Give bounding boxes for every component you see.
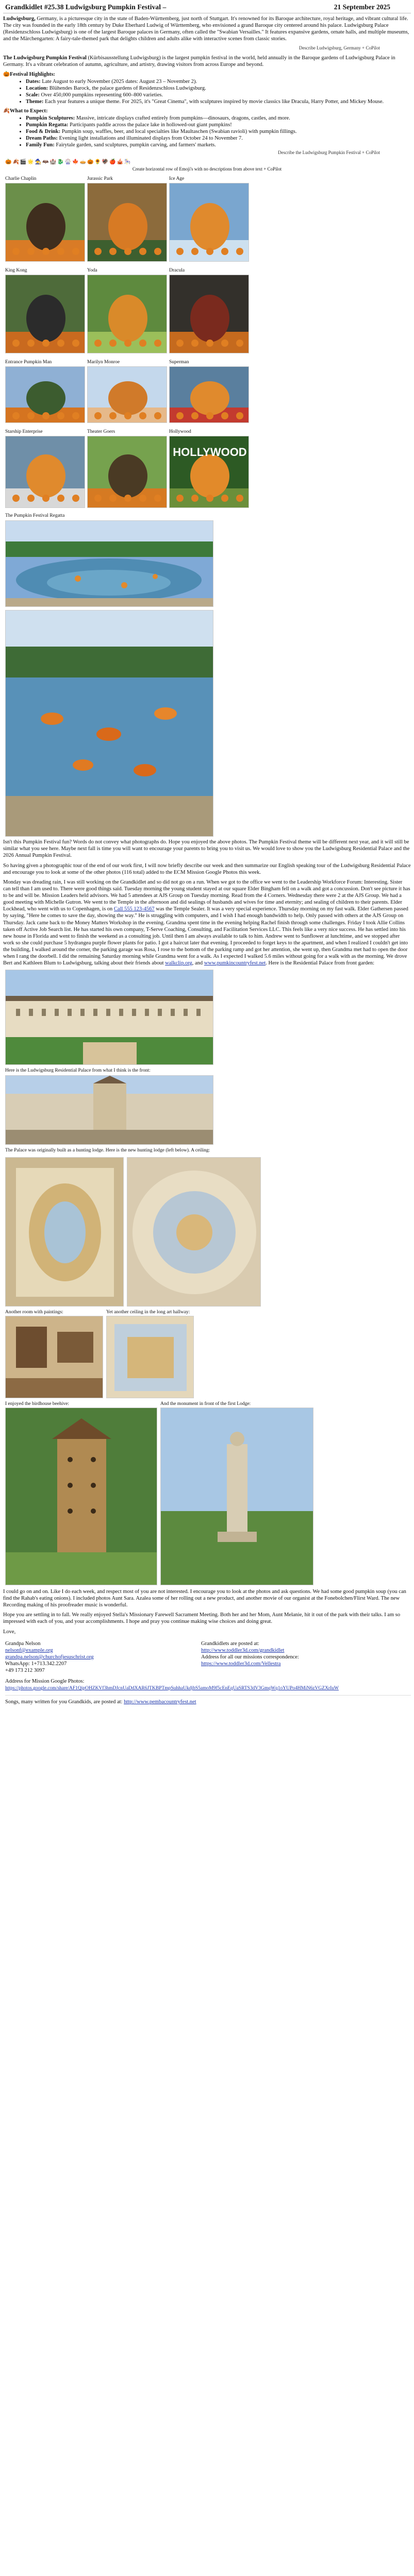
gallery-photo [169,275,249,353]
phone-link[interactable]: Call 555 123-4567 [113,906,155,912]
story-paragraph-1: Isn't this Pumpkin Festival fun? Words do not convey what photographs do. Hope you enjoyed the above photos. The Pumpkin Festival theme will be different next year, and it will still be similar what you see here. Maybe next fall is time you will want to encourage your parents to bring you to visit us. We would love to show you the Ludwigsburg Residential Palace and the 2026 Annual Pumpkin Festival. [3,839,410,859]
photos-label: Address for Mission Google Photos: [5,1679,85,1685]
highlights-heading: 🎃Festival Highlights: [3,71,55,77]
jurassic-park-sculpture-image [88,183,167,262]
regatta-photo-2 [5,610,213,837]
intro-credit: Describe Ludwigsburg, Germany + CoPilot [299,45,380,51]
festival-paragraph [3,55,411,68]
highlight-item: • Location: Blühendes Barock, the palace gardens of Residenzschloss Ludwigsburg. [26,85,411,92]
highlights-list [3,78,411,106]
gallery-label: Yoda [87,268,97,274]
gallery-photo [87,275,167,353]
emoji-row: 🎃🍂🎬🌟🧙🦇🏰🐉🎡🍁🥧🎃🌻🦃🍎🎪🎠 [5,159,132,165]
grandkidlets-posted-label: Grandkidlets are posted at: [201,1640,259,1647]
hollywood-sculpture-image [170,436,249,508]
ceiling-photo [127,1157,261,1307]
mission-address-link[interactable]: https://www.toddler3d.com/Vellestra [201,1661,281,1667]
ice-age-sculpture-image [170,183,249,262]
google-photos-link[interactable]: https://photos.google.com/share/AF1QipOHZKVf3hmDJcnUaDdXAR6JTKBPTmpSuhhaUkdjbS5amoM9f5cEnEqUaSRTS3dV3GmqWq1oYUPo4HMiN6zVGZXrIuW [5,1686,339,1691]
gallery-photo [5,275,85,353]
gallery-item-king-kong [5,268,85,353]
emoji-caption: Create horizontal row of Emoji's with no descriptions from above text + CoPilot [132,166,282,172]
what-to-expect-heading: 🍂What to Expect: [3,108,48,114]
monument-image [161,1408,313,1585]
gallery-photo [169,366,249,423]
hallway-ceiling-image [107,1316,194,1398]
superman-sculpture-image [170,367,249,423]
paintings-room-image [6,1316,103,1398]
closing-paragraph-2: Hope you are settling in to fall. We really enjoyed Stella's Missionary Farewell Sacrament Meeting. Both her and her Mom, Aunt Melanie, hit it out of the park with their talks. I am so impressed with each of you, and your accomplishments. I hope and pray you continue making wise choices and doing great. [3,1612,401,1625]
gallery-item-marilyn-monroe [87,360,167,423]
sculpture-gallery [5,176,411,508]
what-to-expect-list [3,115,411,149]
expect-item: • Family Fun: Fairytale garden, sand sculptures, pumpkin carving, and farmers' markets. [26,142,411,148]
whatsapp-number: WhatsApp: 1+713.342.2207 [5,1661,67,1667]
gallery-label: Charlie Chaplin [5,176,37,182]
beehive-label: I enjoyed the birdhouse beehive: [5,1401,69,1406]
gallery-item-dracula [169,268,249,353]
hallway-ceiling-block [106,1310,194,1398]
hollywood-sign-text: HOLLYWOOD [173,446,247,459]
footer-divider [5,1695,411,1696]
regatta-photo-1 [5,520,213,607]
paintings-block [5,1310,103,1398]
highlight-item: • Scale: Over 450,000 pumpkins representing 600–800 varieties. [26,92,411,98]
gallery-photo [87,436,167,508]
palace-section [5,970,213,1154]
gallery-photo [169,436,249,508]
story-body [3,839,411,967]
newsletter-title: Grandkidlet #25.38 Ludwigsburg Pumpkin Festival – [5,3,167,11]
gallery-item-superman [169,360,249,423]
gallery-label: Starship Enterprise [5,429,43,435]
hallway-ceiling-label: Yet another ceiling in the long art hallway: [106,1310,190,1315]
regatta-label: The Pumpkin Festival Regatta [5,513,65,519]
festival-credit: Describe the Ludwigsburg Pumpkin Festival + CoPilot [278,150,380,156]
palace-garden-image [6,970,213,1065]
charlie-chaplin-sculpture-image [6,183,85,262]
pumpkin-icon: 🎃 [3,71,10,77]
gallery-photo [87,183,167,262]
email-link-1[interactable]: nelsonf@example.org [5,1647,53,1653]
regatta-lake-wide-image [6,521,213,607]
gallery-item-theater-goers [87,429,167,508]
garden-section [5,1401,411,1585]
intro-paragraph [3,15,411,43]
yoda-sculpture-image [88,275,167,353]
closing-paragraph-1: I could go on and on. Like I do each week, and respect most of you are not interested. I encourage you to look at the photos and ask questions. We had some good pumpkin soup (you can find the Rahab's eating onions). I included photos Aunt Sara. Azalea some of her rolling out a new product, and another movie of our organist at the Fonebolchen/Flirst Ward. The new Recording making of his proofreader music is wonderful. [3,1588,406,1608]
pumpkin-fest-link[interactable]: www.pumkincountryfest.net [204,960,266,967]
intro-text: Germany, is a picturesque city in the state of Baden-Württemberg, just north of Stuttgart. It's renowned for its Baroque architecture, royal heritage, and vibrant cultural life. The city was founded in the early 18th century by Duke Eberhard Ludwig of Württemberg, who envisioned a grand Baroque city centered around his palace. Ludwigsburg Palace (Residenzschloss Ludwigsburg) is one of the largest Baroque palaces in Germany, often called the "Swabian Versailles." It features expansive gardens, ornate halls, and multiple museums, and the Märchengarten: A fairy-tale-themed park that delights children and adults alike with interactive scenes from classic stories. [3,15,409,42]
gallery-item-jurassic-park [87,176,167,262]
festival-text: (Kürbisausstellung Ludwigsburg) is the largest pumpkin festival in the world, held annually in the Baroque gardens of Ludwigsburg Palace in Germany. It's a vibrant celebration of autumn, agriculture, and artistry, drawing visitors from across Europe and beyond. [3,55,395,67]
regatta-section [5,513,213,837]
gallery-item-ice-age [169,176,249,262]
story-paragraph-2: So having given a photographic tour of the end of our work first, I will now briefly describe our week and then summarize our English speaking tour of the Ludwigsburg Residential Palace and encourage you to look at some of the other photos (116 total) added to the ECM Mission Google Photos this week. [3,862,411,875]
masthead [3,0,411,13]
hunting-lodge-label: The Palace was originally built as a hunting lodge. Here is the new hunting lodge (left below). A ceiling: [5,1148,210,1154]
gallery-photo [5,366,85,423]
monument-label: And the monument in front of the first Lodge: [160,1401,251,1406]
gallery-label: Hollywood [169,429,191,435]
palace-courtyard-image [6,1076,213,1145]
highlight-item: • Theme: Each year features a unique theme. For 2025, it's "Great Cinema", with sculptures inspired by movie classics like Dracula, Harry Potter, and Mickey Mouse. [26,98,411,105]
newsletter-date: 21 September 2025 [334,3,390,11]
gallery-photo [87,366,167,423]
beehive-image [6,1408,157,1585]
gallery-label: Dracula [169,268,185,274]
email-link-2[interactable]: grandpa.nelson@churchofjesuschrist.org [5,1654,94,1660]
paintings-photo [5,1316,103,1398]
highlight-item: • Dates: Late August to early November (2025 dates: August 23 – November 2). [26,78,411,85]
signature-block [5,1640,411,1674]
leaf-icon: 🍂 [3,108,10,114]
art-hallway-section [5,1310,411,1398]
starship-enterprise-sculpture-image [6,436,85,508]
expect-item: • Pumpkin Regatta: Participants paddle across the palace lake in hollowed-out giant pumpkins! [26,122,411,128]
gallery-item-hollywood [169,429,249,508]
gallery-item-yoda [87,268,167,353]
entrance-pumpkin-man-sculpture-image [6,367,85,423]
gallery-label: King Kong [5,268,27,274]
gallery-photo [169,183,249,262]
gallery-item-charlie-chaplin [5,176,85,262]
gallery-item-entrance-pumpkin-man [5,360,85,423]
hallway-ceiling-photo [106,1316,194,1398]
gallery-photo [5,183,85,262]
signature-left [5,1640,160,1674]
king-kong-sculpture-image [6,275,85,353]
palace-garden-photo [5,970,213,1065]
regatta-boats-image [6,611,213,837]
photos-footer [5,1678,411,1705]
gallery-label: Entrance Pumpkin Man [5,360,52,365]
expect-item: • Pumpkin Sculptures: Massive, intricate displays crafted entirely from pumpkins—dinosaurs, dragons, castles, and more. [26,115,411,122]
closing-body [3,1588,411,1635]
palace-front-label: Here is the Ludwigsburg Residential Palace from what I think is the front: [5,1068,151,1074]
signature-name: Grandpa Nelson [5,1640,41,1647]
songs-line: Songs, many written for you Grandkids, are posted at: http://www.pembacountryfest.net [5,1699,196,1705]
phone-number: +49 173 212 3097 [5,1668,45,1674]
gallery-item-starship-enterprise [5,429,85,508]
signature-right [201,1640,356,1674]
closing-love: Love, [3,1629,16,1635]
lodge-ceiling-image [6,1158,124,1307]
palace-front-photo [5,1075,213,1145]
gallery-label: Superman [169,360,189,365]
grandkidlet-link[interactable]: http://www.toddler3d.com/grandkidlet [201,1647,285,1653]
paintings-label: Another room with paintings: [5,1310,63,1315]
hunting-lodge-photo [5,1157,124,1307]
marilyn-monroe-sculpture-image [88,367,167,423]
hunting-lodge-photos [5,1157,411,1307]
dracula-sculpture-image [170,275,249,353]
theater-goers-sculpture-image [88,436,167,508]
mission-address-label: Address for all our missions correspondence: [201,1654,299,1660]
beehive-block [5,1401,157,1585]
story-paragraph-3: Monday was dreading rain, I was still working on the Grandkidlet and so did not go on a run. When we got to the office we went to the Leadership Workforce Forum: Interesting. Sister can tell than I am used to. There were good things said. Tuesday morning the young student stayed at our square Elder Bingham fell on a walk and got a concussion. Don't see picture it has to be and will be. Mission Leaders held advisors. We had 5 attendees at AJS Group on Tuesday morning. Read from the 4 Corners. Wednesday there were 2 at the AJS Group. We had a good meeting with Michelle Gutron. We went to the Temple in the afternoon and did sealings of husbands and wives for time and eternity; and sealing of children to their parents. Elder Lockhead, who went with us to Copenhagen, is on Call 555 123-4567 was the Temple Sealer. It was a very special experience. Thursday morning on my fast walk. Elder Gathersen passed by saying, "Here he comes to save the day, showing the way." He is struggling with computers, and I wish I had enough bandwidth to help. Only passed with others at the AJS Group on Thursday. Jack came back to the Money Matters Workshop in the evening. Grandma spent time in the evening helping Rachel finish through some challenges. Friday I took Allie Collins taken off Active Job Search list. He has started his own company, T-Serve Coaching, Consulting, and Facilitation Services LLC. This feels like a very nice success. He has settled into his new house in Florida and went to finish the weekend as a consulting job. Until then I am always available to talk to him. Andrew went to Sunflower at lunchtime, and we stopped after work so she could purchase 5 hydrangea purple flower plants for patio. I got a haircut later that evening. I proceeded to forget keys to the apartment, and when I realized I couldn't get into the building, I walked around the corner, the parking garage was Rosa, I rose to the bottom of the parking ramp and got her attention, she went up, then Grandma met had to open the door when I rang the doorbell. I did the remaining Saturday morning while Grandma went for a walk. As I expected I walked 5.6 miles without going for a walk with as the morning. We drove Bert and Kathleen Blum to Ludwigsburg, talking about their friends about walkclip.org, and www.pumkincountryfest.net. Here is the Residential Palace from front garden: [3,879,410,967]
gallery-label: Ice Age [169,176,185,182]
painted-ceiling-image [127,1158,261,1307]
gallery-label: Theater Goers [87,429,115,435]
gallery-label: Jurassic Park [87,176,113,182]
beehive-photo [5,1408,157,1585]
gallery-photo [5,436,85,508]
songs-link[interactable]: http://www.pembacountryfest.net [124,1699,196,1705]
monument-photo [160,1408,313,1585]
walkclip-link[interactable]: walkclip.org [165,960,192,967]
gallery-label: Marilyn Monroe [87,360,120,365]
expect-item: • Dream Paths: Evening light installations and illuminated displays from October 24 to November 7. [26,135,411,142]
expect-item: • Food & Drink: Pumpkin soup, waffles, beer, and local specialties like Maultaschen (Swabian ravioli) with pumpkin fillings. [26,128,411,135]
festival-lead: The Ludwigsburg Pumpkin Festival [3,55,87,61]
monument-block [160,1401,313,1585]
intro-lead: Ludwigsburg, [3,15,36,22]
